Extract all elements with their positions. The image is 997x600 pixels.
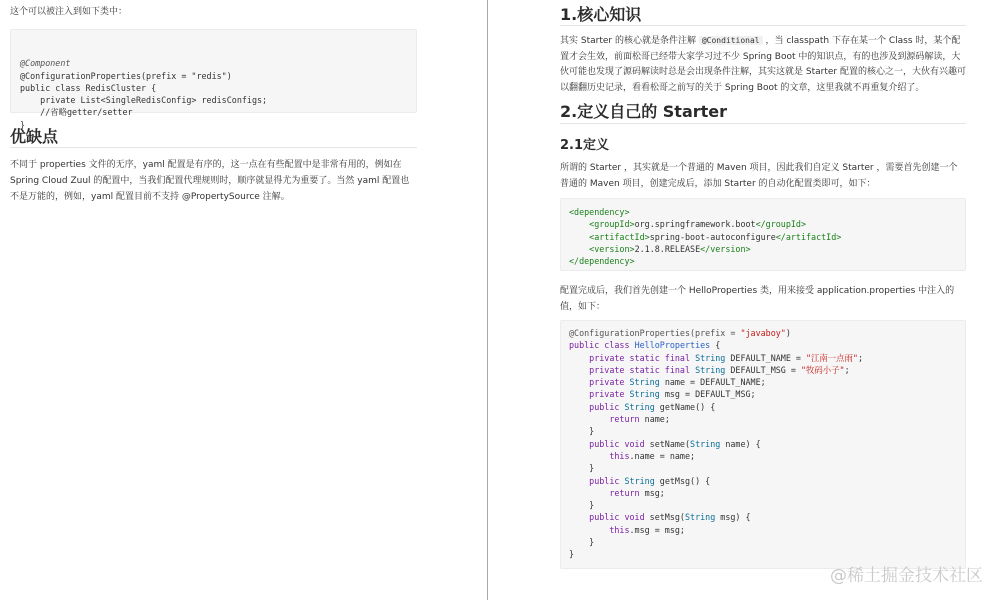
code-line: @Component [20,58,71,69]
java-default-msg: "牧码小子" [800,364,845,375]
java-default-name: "江南一点雨" [806,352,858,363]
page-divider [487,0,488,600]
xml-tag: </dependency> [569,256,635,267]
code-block-helloproperties: @ConfigurationProperties(prefix = "javaboy") public class HelloProperties { private static final String DEFAULT_NAME = "江南一点雨"; private static final String DEFAULT_MSG = "牧码小子"; private String name = DEFAULT_NAME; private String msg = DEFAULT_MSG; public String getName() { return name; } public void setName(String name) { this.name = name; } public String getMsg() { return msg; } public void setMsg(String msg) { this.msg = msg; } } [560,320,966,569]
xml-version: 2.1.8.RELEASE [634,243,701,254]
java-class-name: HelloProperties [634,340,711,351]
conditional-code: @Conditional [699,36,763,45]
heading-pros-cons: 优缺点 [10,127,59,146]
define-paragraph: 所谓的 Starter ，其实就是一个普通的 Maven 项目，因此我们自定义 Starter ，需要首先创建一个普通的 Maven 项目，创建完成后，添加 Starter 的自动化配置类即可，如下： [560,163,958,189]
code-line: } [20,119,26,130]
code-line: //省略getter/setter [20,107,133,118]
xml-tag: <dependency> [569,207,630,217]
after-paragraph: 配置完成后，我们首先创建一个 HelloProperties 类，用来接受 application.properties 中注入的值，如下： [560,286,955,312]
left-page [0,0,487,600]
heading-rule [560,123,966,124]
heading-define-starter: 2.定义自己的 Starter [560,102,728,121]
java-prefix: "javaboy" [740,328,786,338]
heading-2-1: 2.1定义 [560,138,610,153]
heading-rule [10,147,417,148]
heading-core-knowledge: 1.核心知识 [560,5,642,24]
core-text-before: 其实 Starter 的核心就是条件注解 [560,36,699,46]
right-page [490,0,997,600]
xml-artifact: spring-boot-autoconfigure [649,231,776,242]
core-text-after: ，当 classpath 下存在某一个 Class 时，某个配置才会生效，前面松哥已经带大家学习过不少 Spring Boot 中的知识点，有的也涉及到源码解读，大伙可能也发现了源码解读时总是会出现条件注解，其实这就是 Starter 配置的核心之一，大伙有兴趣可以翻翻历史记录，看看松哥之前写的关于 Spring Boot 的文章，这里我就不再重复介绍了。 [560,36,966,93]
java-annotation: @ConfigurationProperties(prefix = [569,328,741,338]
watermark-text: @稀土掘金技术社区 [830,566,983,586]
heading-rule [560,25,966,26]
intro-text: 这个可以被注入到如下类中： [10,7,128,17]
code-line: private List<SingleRedisConfig> redisConfigs; [20,95,268,106]
code-line: @ConfigurationProperties(prefix = "redis") [20,70,232,81]
code-block-redis [10,29,417,130]
code-line: public class RedisCluster { [20,82,157,93]
pros-cons-paragraph: 不同于 properties 文件的无序，yaml 配置是有序的，这一点在有些配置中是非常有用的，例如在 Spring Cloud Zuul 的配置中，当我们配置代理规则时，顺序就显得尤为重要了。当然 yaml 配置也不是万能的，例如，yaml 配置目前不支持 @PropertySource 注解。 [10,160,410,202]
xml-group: org.springframework.boot [634,219,756,230]
code-block-dependency: <dependency> <groupId>org.springframework.boot</groupId> <artifactId>spring-boot-autoconfigure</artifactId> <version>2.1.8.RELEASE</version> </dependency> [560,198,966,271]
core-paragraph [560,33,966,96]
